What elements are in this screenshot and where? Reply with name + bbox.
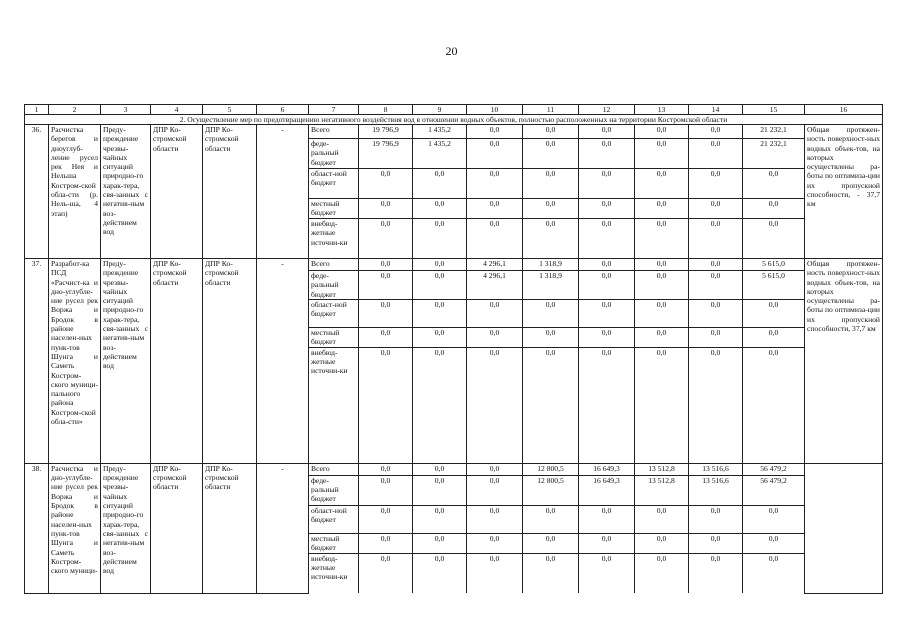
- funding-value: 0,0: [359, 475, 413, 505]
- funding-source-label: местный бюджет: [309, 533, 359, 553]
- funding-value: 0,0: [635, 199, 689, 219]
- funding-value: 0,0: [359, 347, 413, 463]
- funding-value: 0,0: [467, 475, 523, 505]
- column-number: 13: [635, 105, 689, 115]
- funding-source-label: Всего: [309, 125, 359, 139]
- funding-value: 0,0: [635, 347, 689, 463]
- funding-value: 0,0: [413, 553, 467, 593]
- funding-value: 4 296,1: [467, 259, 523, 271]
- executor-cell: ДПР Ко-стромской области: [203, 463, 257, 593]
- funding-value: 0,0: [413, 347, 467, 463]
- column-number: 10: [467, 105, 523, 115]
- funding-value: 0,0: [359, 219, 413, 259]
- funding-value: 4 296,1: [467, 271, 523, 300]
- row-number: 36.: [25, 125, 49, 259]
- customer-cell: ДПР Ко-стромской области: [151, 125, 203, 259]
- funding-source-label: област-ной бюджет: [309, 299, 359, 327]
- funding-value: 21 232,1: [743, 125, 805, 139]
- funding-value: 13 512,8: [635, 475, 689, 505]
- funding-value: 0,0: [635, 259, 689, 271]
- funding-value: 0,0: [743, 553, 805, 593]
- measure-goal: Преду-преждение чрезвы-чайных ситуаций природно-го харак-тера, свя-занных с негатив-ным воз-действием вод: [101, 125, 151, 259]
- funding-value: 1 435,2: [413, 139, 467, 169]
- funding-value: 5 615,0: [743, 259, 805, 271]
- funding-source-label: внебюд-жетные источни-ки: [309, 219, 359, 259]
- funding-value: 0,0: [635, 553, 689, 593]
- table-row: [25, 463, 883, 475]
- column-6-cell: -: [257, 125, 309, 259]
- funding-value: 0,0: [359, 259, 413, 271]
- funding-source-label: Всего: [309, 463, 359, 475]
- funding-value: 0,0: [467, 139, 523, 169]
- funding-value: 0,0: [743, 219, 805, 259]
- funding-value: 0,0: [467, 463, 523, 475]
- funding-source-label: Всего: [309, 259, 359, 271]
- funding-value: 0,0: [743, 533, 805, 553]
- column-number: 11: [523, 105, 579, 115]
- funding-value: 1 435,2: [413, 125, 467, 139]
- funding-value: 1 318,9: [523, 271, 579, 300]
- customer-cell: ДПР Ко-стромской области: [151, 463, 203, 593]
- funding-value: 0,0: [689, 347, 743, 463]
- funding-source-label: област-ной бюджет: [309, 169, 359, 199]
- funding-value: 0,0: [743, 347, 805, 463]
- funding-value: 0,0: [579, 327, 635, 347]
- funding-value: 0,0: [689, 259, 743, 271]
- funding-value: 0,0: [467, 169, 523, 199]
- funding-source-label: феде-ральный бюджет: [309, 139, 359, 169]
- section-header-row: [25, 115, 883, 125]
- funding-value: 0,0: [689, 533, 743, 553]
- funding-value: 0,0: [359, 327, 413, 347]
- funding-value: 0,0: [579, 259, 635, 271]
- funding-value: 0,0: [579, 299, 635, 327]
- funding-value: 0,0: [523, 533, 579, 553]
- funding-value: 0,0: [689, 125, 743, 139]
- expected-result: Общая протяжен-ность поверхност-ных водных объек-тов, на которых осуществлены ра-боты по оптимиза-ции их пропускной способности, - 37,7 км: [805, 125, 883, 259]
- measure-name: Расчистка и дно-углубле-ние русел рек Воржа и Бродок в районе населен-ных пунк-тов Шунга и Саметь Костром-ского муници-: [49, 463, 101, 593]
- funding-value: 0,0: [359, 271, 413, 300]
- funding-value: 0,0: [467, 199, 523, 219]
- column-number: 2: [49, 105, 101, 115]
- funding-value: 5 615,0: [743, 271, 805, 300]
- executor-cell: ДПР Ко-стромской области: [203, 125, 257, 259]
- funding-value: 0,0: [413, 259, 467, 271]
- funding-value: 19 796,9: [359, 139, 413, 169]
- funding-value: 0,0: [689, 271, 743, 300]
- funding-value: 0,0: [413, 463, 467, 475]
- funding-value: 0,0: [413, 271, 467, 300]
- funding-value: 0,0: [523, 139, 579, 169]
- section-title: 2. Осуществление мер по предотвращению негативного воздействия вод в отношении водных объектов, полностью расположенных на территории Костромской области: [25, 115, 883, 125]
- funding-value: 0,0: [523, 505, 579, 533]
- funding-value: 0,0: [413, 533, 467, 553]
- funding-value: 0,0: [467, 327, 523, 347]
- funding-source-label: област-ной бюджет: [309, 505, 359, 533]
- funding-value: 0,0: [467, 125, 523, 139]
- funding-value: 0,0: [743, 199, 805, 219]
- funding-value: 0,0: [467, 299, 523, 327]
- funding-value: 16 649,3: [579, 475, 635, 505]
- funding-value: 13 512,8: [635, 463, 689, 475]
- funding-source-label: местный бюджет: [309, 327, 359, 347]
- funding-source-label: феде-ральный бюджет: [309, 271, 359, 300]
- funding-value: 0,0: [689, 327, 743, 347]
- funding-value: 0,0: [635, 533, 689, 553]
- funding-value: 0,0: [635, 169, 689, 199]
- funding-value: 12 800,5: [523, 475, 579, 505]
- column-6-cell: -: [257, 259, 309, 464]
- funding-value: 0,0: [467, 505, 523, 533]
- funding-value: 0,0: [635, 125, 689, 139]
- measure-goal: Преду-преждение чрезвы-чайных ситуаций природно-го харак-тера, свя-занных с негатив-ным воз-действием вод: [101, 463, 151, 593]
- column-number: 12: [579, 105, 635, 115]
- program-table: [24, 104, 883, 594]
- funding-value: 0,0: [635, 139, 689, 169]
- funding-value: 0,0: [635, 271, 689, 300]
- funding-value: 0,0: [467, 553, 523, 593]
- funding-value: 0,0: [579, 533, 635, 553]
- funding-value: 0,0: [413, 169, 467, 199]
- funding-source-label: феде-ральный бюджет: [309, 475, 359, 505]
- funding-value: 0,0: [579, 347, 635, 463]
- funding-value: 0,0: [523, 299, 579, 327]
- page-number: 20: [445, 44, 458, 58]
- funding-value: 0,0: [689, 553, 743, 593]
- customer-cell: ДПР Ко-стромской области: [151, 259, 203, 464]
- funding-value: 0,0: [635, 327, 689, 347]
- funding-value: 0,0: [467, 347, 523, 463]
- funding-value: 0,0: [689, 505, 743, 533]
- funding-value: 0,0: [579, 219, 635, 259]
- column-number: 6: [257, 105, 309, 115]
- funding-value: 56 479,2: [743, 475, 805, 505]
- funding-value: 0,0: [523, 169, 579, 199]
- column-number: 5: [203, 105, 257, 115]
- measure-name: Расчистка берегов и дноуглуб-ление русел рек Нея и Нельша Костром-ской обла-сти (р. Нель-ша, 4 этап): [49, 125, 101, 259]
- column-number: 4: [151, 105, 203, 115]
- column-number-row: [25, 105, 883, 115]
- funding-value: 0,0: [689, 169, 743, 199]
- funding-value: 21 232,1: [743, 139, 805, 169]
- funding-value: 0,0: [413, 199, 467, 219]
- funding-value: 13 516,6: [689, 475, 743, 505]
- funding-value: 0,0: [413, 475, 467, 505]
- funding-value: 0,0: [743, 299, 805, 327]
- funding-value: 0,0: [523, 327, 579, 347]
- funding-value: 0,0: [743, 169, 805, 199]
- row-number: 38.: [25, 463, 49, 593]
- column-number: 9: [413, 105, 467, 115]
- funding-value: 0,0: [743, 505, 805, 533]
- table-row: [25, 125, 883, 139]
- funding-value: 0,0: [359, 553, 413, 593]
- column-number: 1: [25, 105, 49, 115]
- funding-value: 0,0: [523, 125, 579, 139]
- funding-value: 0,0: [689, 199, 743, 219]
- column-6-cell: -: [257, 463, 309, 593]
- table-row: [25, 259, 883, 271]
- funding-value: 0,0: [413, 505, 467, 533]
- funding-value: 0,0: [359, 199, 413, 219]
- column-number: 8: [359, 105, 413, 115]
- funding-value: 0,0: [413, 299, 467, 327]
- expected-result: [805, 463, 883, 593]
- funding-value: 0,0: [359, 533, 413, 553]
- funding-value: 0,0: [689, 299, 743, 327]
- funding-value: 0,0: [635, 219, 689, 259]
- funding-value: 0,0: [635, 505, 689, 533]
- funding-value: 12 800,5: [523, 463, 579, 475]
- executor-cell: ДПР Ко-стромской области: [203, 259, 257, 464]
- funding-value: 0,0: [467, 219, 523, 259]
- funding-value: 56 479,2: [743, 463, 805, 475]
- column-number: 7: [309, 105, 359, 115]
- funding-value: 0,0: [523, 219, 579, 259]
- funding-value: 0,0: [523, 347, 579, 463]
- funding-value: 0,0: [579, 553, 635, 593]
- table-body: [25, 105, 883, 594]
- row-number: 37.: [25, 259, 49, 464]
- funding-value: 0,0: [523, 553, 579, 593]
- funding-value: 0,0: [689, 139, 743, 169]
- measure-name: Разработ-ка ПСД «Расчист-ка и дно-углубле-ние русел рек Воржа и Бродок в районе населен-ных пунк-тов Шунга и Саметь Костром-ского муници-пального района Костром-ской обла-сти»: [49, 259, 101, 464]
- funding-value: 0,0: [359, 505, 413, 533]
- funding-value: 16 649,3: [579, 463, 635, 475]
- funding-value: 0,0: [413, 327, 467, 347]
- funding-value: 0,0: [743, 327, 805, 347]
- column-number: 16: [805, 105, 883, 115]
- funding-value: 13 516,6: [689, 463, 743, 475]
- funding-source-label: внебюд-жетные источни-ки: [309, 553, 359, 593]
- funding-value: 0,0: [413, 219, 467, 259]
- funding-value: 0,0: [359, 169, 413, 199]
- funding-source-label: внебюд-жетные источни-ки: [309, 347, 359, 463]
- funding-value: 0,0: [579, 199, 635, 219]
- column-number: 3: [101, 105, 151, 115]
- funding-source-label: местный бюджет: [309, 199, 359, 219]
- column-number: 15: [743, 105, 805, 115]
- funding-value: 19 796,9: [359, 125, 413, 139]
- funding-value: 0,0: [359, 299, 413, 327]
- funding-value: 0,0: [523, 199, 579, 219]
- funding-value: 0,0: [579, 139, 635, 169]
- funding-value: 0,0: [579, 505, 635, 533]
- funding-value: 0,0: [635, 299, 689, 327]
- funding-value: 0,0: [467, 533, 523, 553]
- funding-value: 0,0: [689, 219, 743, 259]
- funding-value: 0,0: [359, 463, 413, 475]
- measure-goal: Преду-преждение чрезвы-чайных ситуаций природно-го харак-тера, свя-занных с негатив-ным воз-действием вод: [101, 259, 151, 464]
- funding-value: 1 318,9: [523, 259, 579, 271]
- funding-value: 0,0: [579, 125, 635, 139]
- expected-result: Общая протяжен-ность поверхност-ных водных объек-тов, на которых осуществлены ра-боты по оптимиза-ции их пропускной способности, 37,7 км: [805, 259, 883, 464]
- funding-value: 0,0: [579, 169, 635, 199]
- funding-value: 0,0: [579, 271, 635, 300]
- column-number: 14: [689, 105, 743, 115]
